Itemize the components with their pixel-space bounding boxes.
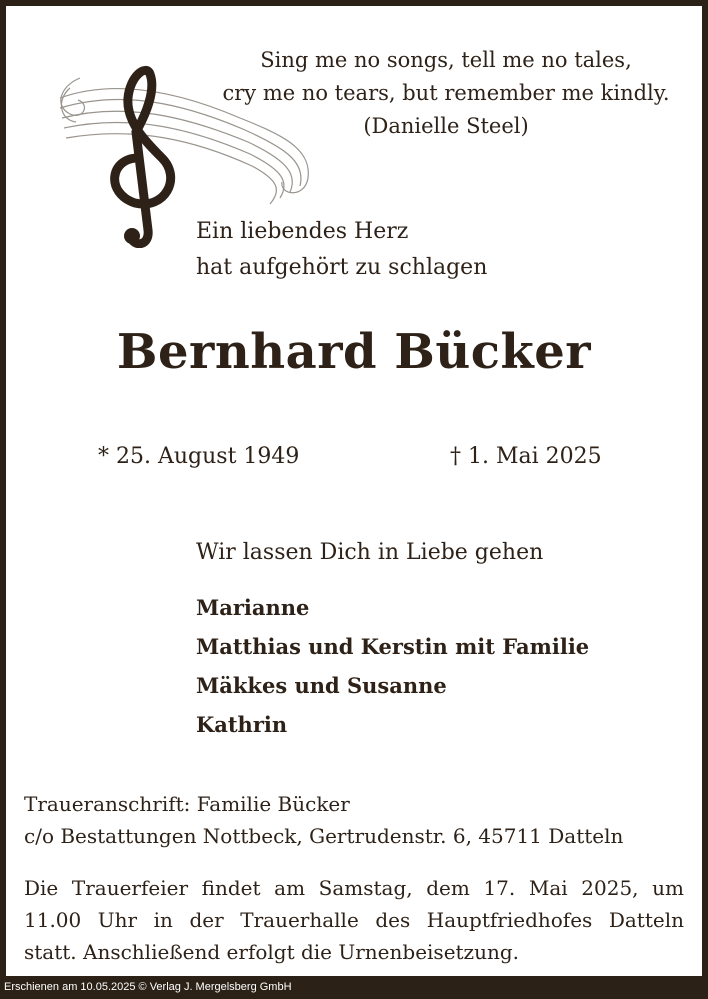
mourner: Marianne bbox=[196, 595, 310, 620]
farewell-line: Wir lassen Dich in Liebe gehen bbox=[196, 540, 544, 565]
mourner: Kathrin bbox=[196, 712, 288, 737]
service-line-1: Die Trauerfeier findet am Samstag, dem 17. Mai 2025, um bbox=[24, 876, 684, 900]
heart-line-2: hat aufgehört zu schlagen bbox=[196, 255, 488, 280]
address-line-2: c/o Bestattungen Nottbeck, Gertrudenstr. 6, 45711 Datteln bbox=[24, 824, 624, 848]
obituary-card bbox=[6, 6, 702, 976]
service-line-3: statt. Anschließend erfolgt die Urnenbeisetzung. bbox=[24, 940, 520, 964]
mourner: Mäkkes und Susanne bbox=[196, 673, 447, 698]
mourning-address bbox=[24, 788, 623, 852]
quote-author: (Danielle Steel) bbox=[363, 114, 529, 138]
birth-date: * 25. August 1949 bbox=[98, 444, 300, 469]
address-line-1: Traueranschrift: Familie Bücker bbox=[24, 792, 350, 816]
service-line-2: 11.00 Uhr in der Trauerhalle des Hauptfriedhofes Datteln bbox=[24, 908, 684, 932]
quote-line-2: cry me no tears, but remember me kindly. bbox=[222, 81, 670, 105]
mourner: Matthias und Kerstin mit Familie bbox=[196, 634, 590, 659]
funeral-service-info bbox=[24, 872, 684, 968]
heart-line-1: Ein liebendes Herz bbox=[196, 219, 409, 244]
publication-footer: Erschienen am 10.05.2025 © Verlag J. Mergelsberg GmbH bbox=[4, 981, 292, 993]
mourners-list bbox=[196, 588, 589, 744]
deceased-name: Bernhard Bücker bbox=[116, 324, 592, 380]
death-date: † 1. Mai 2025 bbox=[450, 444, 602, 469]
heart-text bbox=[196, 214, 487, 286]
quote-line-1: Sing me no songs, tell me no tales, bbox=[260, 48, 632, 72]
quote bbox=[206, 44, 686, 143]
